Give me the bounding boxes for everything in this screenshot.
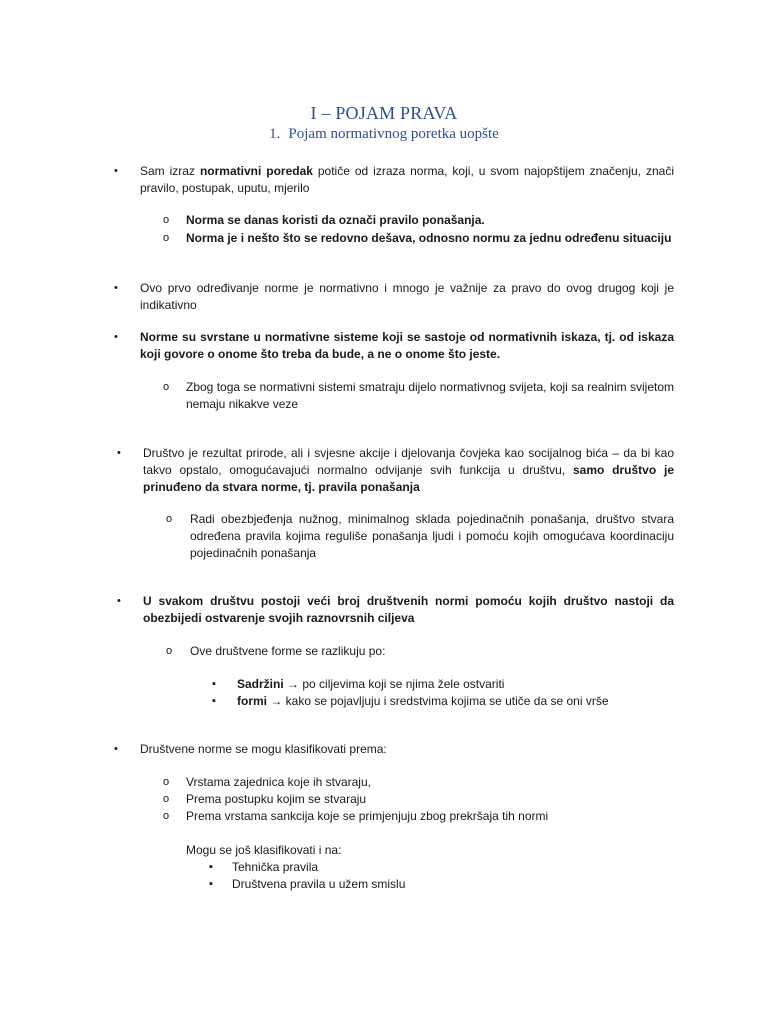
text-run: se danas koristi da označi pravilo ponašanja. (224, 213, 485, 227)
paragraph (143, 445, 674, 496)
list-item: Radi obezbjeđenja nužnog, minimalnog sklada pojedinačnih ponašanja, društvo stvara određena pravila kojima reguliše ponašanja ljudi i pomoću kojih omogućava koordinaciju pojedinačnih ponašanja (190, 512, 674, 560)
paragraph: Norme su svrstane u normativne sisteme koji se sastoje od normativnih iskaza, tj. od iskaza koji govore o onome što treba da bude, a ne o onome što jeste. (140, 330, 674, 361)
bullet-icon: • (114, 282, 118, 294)
section-heading (0, 124, 768, 144)
bold-term: Norma (186, 213, 225, 227)
arrow-right-icon: → (287, 677, 300, 691)
bold-term: normativni poredak (199, 164, 313, 178)
list-item: Prema postupku kojim se stvaraju (186, 792, 367, 806)
circle-bullet-icon: o (163, 381, 170, 393)
text-run: po ciljevima koji se njima žele ostvariti (299, 677, 505, 691)
square-bullet-icon: ▪ (212, 695, 216, 707)
bold-term: Norma (186, 231, 225, 245)
text-run: potiče od izraza norma, koji, u svom najopštijem značenju, znači pravilo, postupak, uputu, mjerilo (140, 164, 674, 195)
square-bullet-icon: ▪ (209, 878, 213, 890)
bullet-icon: • (114, 331, 118, 343)
list-item (237, 676, 504, 693)
paragraph: U svakom društvu postoji veći broj društvenih normi pomoću kojih društvo nastoji da obezbijedi ostvarenje svojih raznovrsnih ciljeva (143, 594, 674, 625)
circle-bullet-icon: o (163, 232, 170, 244)
circle-bullet-icon: o (163, 776, 170, 788)
text-run: Sam izraz (140, 164, 200, 178)
list-item: Vrstama zajednica koje ih stvaraju, (186, 775, 371, 789)
list-item: Zbog toga se normativni sistemi smatraju dijelo normativnog svijeta, koji sa realnim svijetom nemaju nikakve veze (186, 380, 674, 411)
bold-term: formi (237, 694, 267, 708)
circle-bullet-icon: o (163, 793, 170, 805)
bullet-icon: • (117, 447, 121, 459)
list-item (186, 230, 671, 247)
list-item: Prema vrstama sankcija koje se primjenjuju zbog prekršaja tih normi (186, 809, 549, 823)
square-bullet-icon: ▪ (212, 678, 216, 690)
text-run: je i nešto što se redovno dešava, odnosno normu za jednu određenu situaciju (224, 231, 672, 245)
bold-term: samo društvo je prinuđeno da stvara norme, tj. pravila ponašanja (143, 463, 674, 494)
text-run: Društvo je rezultat prirode, ali i svjesne akcije i djelovanja čovjeka kao socijalnog bića – da bi kao takvo opstalo, omogućavajući normalno odvijanje svih funkcija u društvu, (143, 446, 674, 477)
square-bullet-icon: ▪ (209, 861, 213, 873)
list-item: Tehnička pravila (232, 860, 319, 874)
bullet-icon: • (114, 743, 118, 755)
section-number: 1. (269, 126, 281, 142)
bullet-icon: • (114, 165, 118, 177)
bullet-icon: • (117, 595, 121, 607)
page-title: I – POJAM PRAVA (310, 103, 458, 123)
paragraph (140, 163, 674, 197)
paragraph: Ovo prvo određivanje norme je normativno i mnogo je važnije za pravo do ovog drugog koji je indikativno (140, 281, 674, 312)
paragraph: Društvene norme se mogu klasifikovati prema: (140, 742, 387, 756)
circle-bullet-icon: o (163, 214, 170, 226)
circle-bullet-icon: o (166, 513, 173, 525)
arrow-right-icon: → (270, 694, 283, 708)
list-item: Ove društvene forme se razlikuju po: (190, 644, 386, 658)
list-item: Društvena pravila u užem smislu (232, 877, 406, 891)
list-item (186, 212, 485, 229)
bold-term: Sadržini (237, 677, 284, 691)
text-run: kako se pojavljuju i sredstvima kojima se utiče da se oni vrše (282, 694, 609, 708)
paragraph: Mogu se još klasifikovati i na: (186, 843, 342, 857)
section-title: Pojam normativnog poretka uopšte (288, 126, 499, 142)
list-item (237, 693, 609, 710)
circle-bullet-icon: o (166, 645, 173, 657)
circle-bullet-icon: o (163, 810, 170, 822)
